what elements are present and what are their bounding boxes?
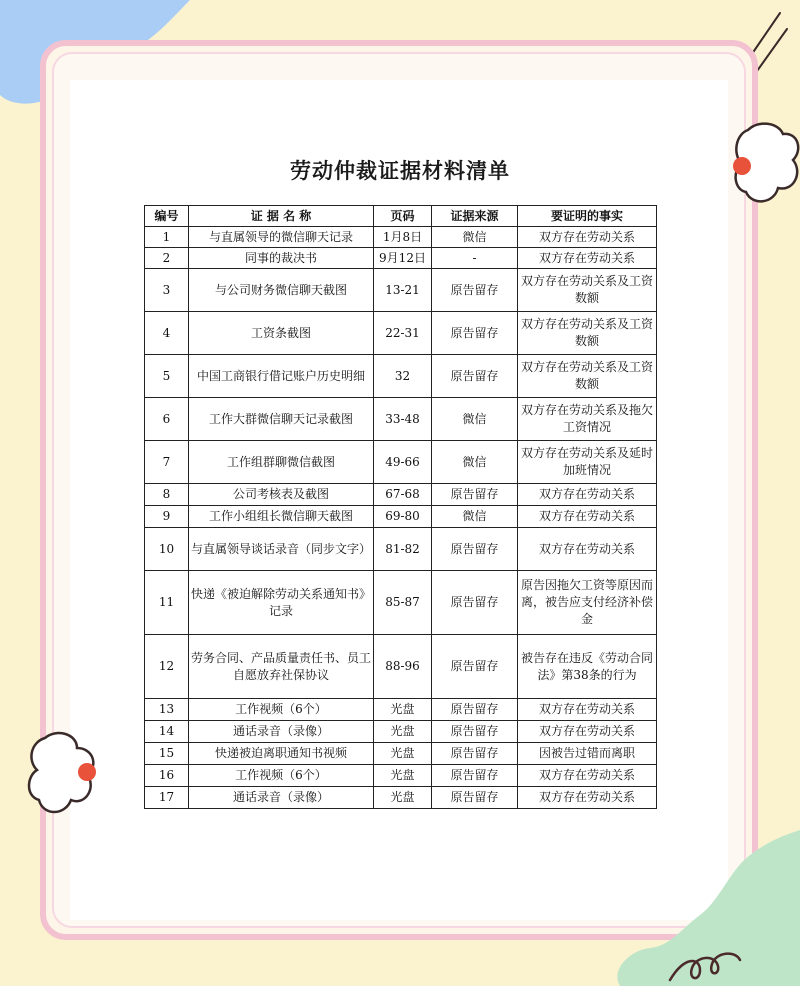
evidence-name: 劳务合同、产品质量责任书、员工自愿放弃社保协议	[189, 635, 374, 699]
evidence-source: 原告留存	[432, 571, 518, 635]
row-number: 8	[145, 484, 189, 506]
table-row	[145, 355, 657, 398]
page-range: 9月12日	[374, 248, 432, 269]
table-row	[145, 484, 657, 506]
flower-cloud-left-icon	[25, 730, 100, 820]
page-range: 光盘	[374, 787, 432, 809]
fact-to-prove: 双方存在劳动关系	[518, 721, 657, 743]
header-page: 页码	[374, 206, 432, 227]
row-number: 16	[145, 765, 189, 787]
table-row	[145, 312, 657, 355]
row-number: 13	[145, 699, 189, 721]
evidence-source: 原告留存	[432, 743, 518, 765]
evidence-name: 工作小组组长微信聊天截图	[189, 506, 374, 528]
evidence-name: 通话录音（录像）	[189, 721, 374, 743]
table-row	[145, 528, 657, 571]
evidence-table	[144, 205, 657, 809]
evidence-name: 通话录音（录像）	[189, 787, 374, 809]
header-fact: 要证明的事实	[518, 206, 657, 227]
fact-to-prove: 双方存在劳动关系及工资数额	[518, 269, 657, 312]
table-row	[145, 398, 657, 441]
row-number: 14	[145, 721, 189, 743]
evidence-source: 原告留存	[432, 355, 518, 398]
fact-to-prove: 双方存在劳动关系	[518, 248, 657, 269]
evidence-source: 微信	[432, 441, 518, 484]
fact-to-prove: 原告因拖欠工资等原因而离，被告应支付经济补偿金	[518, 571, 657, 635]
evidence-source: 原告留存	[432, 484, 518, 506]
green-blob-decoration	[600, 830, 800, 986]
evidence-source: 原告留存	[432, 312, 518, 355]
evidence-name: 工作大群微信聊天记录截图	[189, 398, 374, 441]
evidence-name: 快递《被迫解除劳动关系通知书》记录	[189, 571, 374, 635]
fact-to-prove: 双方存在劳动关系	[518, 765, 657, 787]
fact-to-prove: 双方存在劳动关系	[518, 699, 657, 721]
row-number: 5	[145, 355, 189, 398]
evidence-source: 原告留存	[432, 269, 518, 312]
table-row	[145, 787, 657, 809]
evidence-name: 同事的裁决书	[189, 248, 374, 269]
row-number: 7	[145, 441, 189, 484]
evidence-source: 原告留存	[432, 635, 518, 699]
table-row	[145, 248, 657, 269]
page-range: 81-82	[374, 528, 432, 571]
page-range: 光盘	[374, 765, 432, 787]
header-number: 编号	[145, 206, 189, 227]
page-range: 1月8日	[374, 227, 432, 248]
row-number: 15	[145, 743, 189, 765]
fact-to-prove: 双方存在劳动关系	[518, 227, 657, 248]
evidence-source: 微信	[432, 398, 518, 441]
page-range: 88-96	[374, 635, 432, 699]
fact-to-prove: 双方存在劳动关系	[518, 506, 657, 528]
evidence-name: 快递被迫离职通知书视频	[189, 743, 374, 765]
evidence-source: 原告留存	[432, 765, 518, 787]
page-range: 光盘	[374, 699, 432, 721]
page-range: 85-87	[374, 571, 432, 635]
fact-to-prove: 双方存在劳动关系及工资数额	[518, 312, 657, 355]
page-range: 13-21	[374, 269, 432, 312]
evidence-source: 原告留存	[432, 787, 518, 809]
row-number: 2	[145, 248, 189, 269]
header-evidence-name: 证 据 名 称	[189, 206, 374, 227]
table-row	[145, 506, 657, 528]
row-number: 17	[145, 787, 189, 809]
page-range: 69-80	[374, 506, 432, 528]
table-row	[145, 743, 657, 765]
evidence-name: 工作视频（6个）	[189, 699, 374, 721]
table-row	[145, 721, 657, 743]
table-row	[145, 269, 657, 312]
page-title: 劳动仲裁证据材料清单	[290, 159, 510, 183]
fact-to-prove: 双方存在劳动关系	[518, 484, 657, 506]
page-range: 33-48	[374, 398, 432, 441]
row-number: 6	[145, 398, 189, 441]
row-number: 9	[145, 506, 189, 528]
table-row	[145, 441, 657, 484]
row-number: 3	[145, 269, 189, 312]
page-range: 32	[374, 355, 432, 398]
evidence-name: 与直属领导谈话录音（同步文字）	[189, 528, 374, 571]
evidence-source: 原告留存	[432, 699, 518, 721]
evidence-name: 工作视频（6个）	[189, 765, 374, 787]
page-range: 22-31	[374, 312, 432, 355]
page-range: 67-68	[374, 484, 432, 506]
page-range: 49-66	[374, 441, 432, 484]
evidence-name: 公司考核表及截图	[189, 484, 374, 506]
table-row	[145, 635, 657, 699]
row-number: 10	[145, 528, 189, 571]
evidence-name: 与直属领导的微信聊天记录	[189, 227, 374, 248]
evidence-source: 原告留存	[432, 528, 518, 571]
fact-to-prove: 双方存在劳动关系	[518, 528, 657, 571]
table-row	[145, 699, 657, 721]
fact-to-prove: 被告存在违反《劳动合同法》第38条的行为	[518, 635, 657, 699]
fact-to-prove: 双方存在劳动关系及拖欠工资情况	[518, 398, 657, 441]
evidence-source: 微信	[432, 227, 518, 248]
evidence-source: 原告留存	[432, 721, 518, 743]
fact-to-prove: 因被告过错而离职	[518, 743, 657, 765]
evidence-name: 工资条截图	[189, 312, 374, 355]
table-row	[145, 571, 657, 635]
evidence-name: 与公司财务微信聊天截图	[189, 269, 374, 312]
row-number: 12	[145, 635, 189, 699]
table-row	[145, 227, 657, 248]
fact-to-prove: 双方存在劳动关系及延时加班情况	[518, 441, 657, 484]
table-row	[145, 765, 657, 787]
fact-to-prove: 双方存在劳动关系及工资数额	[518, 355, 657, 398]
evidence-name: 中国工商银行借记账户历史明细	[189, 355, 374, 398]
row-number: 11	[145, 571, 189, 635]
fact-to-prove: 双方存在劳动关系	[518, 787, 657, 809]
row-number: 1	[145, 227, 189, 248]
page-range: 光盘	[374, 721, 432, 743]
table-header-row	[145, 206, 657, 227]
evidence-source: 微信	[432, 506, 518, 528]
row-number: 4	[145, 312, 189, 355]
page-range: 光盘	[374, 743, 432, 765]
evidence-source: -	[432, 248, 518, 269]
evidence-name: 工作组群聊微信截图	[189, 441, 374, 484]
header-source: 证据来源	[432, 206, 518, 227]
